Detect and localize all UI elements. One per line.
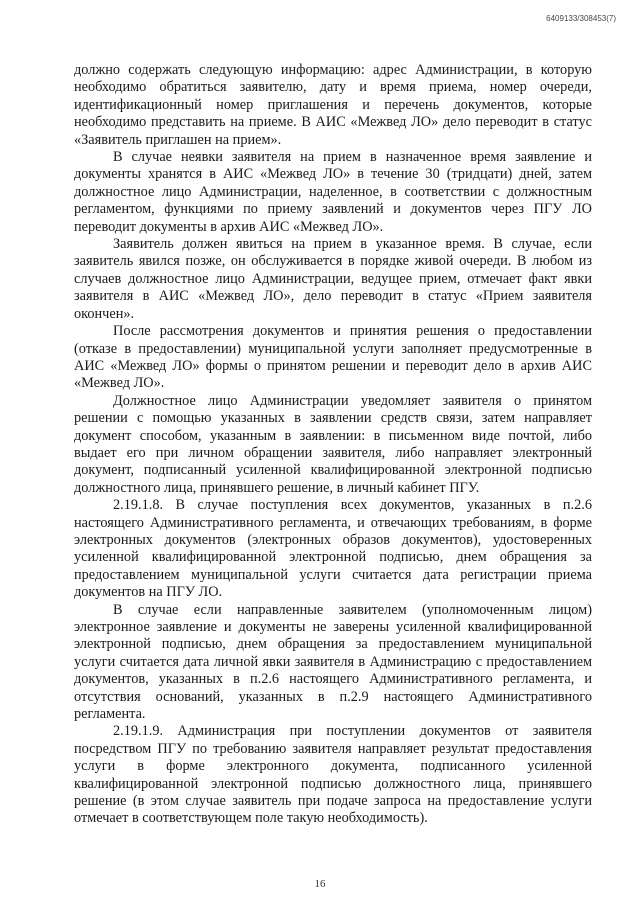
paragraph: В случае если направленные заявителем (уполномоченным лицом) электронное заявление и документы не заверены усиленной квалифицированной электронной подписью, днем обращения за предоставлением муниципальной услуги считается дата личной явки заявителя в Администрацию с предоставлением документов, указанных в п.2.6 настоящего Административного регламента, и отсутствия оснований, указанных в п.2.9 настоящего Административного регламента. — [74, 601, 592, 723]
document-code: 6409133/308453(7) — [546, 14, 616, 23]
paragraph: Заявитель должен явиться на прием в указанное время. В случае, если заявитель явился позже, он обслуживается в порядке живой очереди. В любом из случаев должностное лицо Администрации, ведущее прием, отмечает факт явки заявителя в АИС «Межвед ЛО», дело переводит в статус «Прием заявителя окончен». — [74, 236, 592, 322]
paragraph: Должностное лицо Администрации уведомляет заявителя о принятом решении с помощью указанных в заявлении средств связи, затем направляет документ способом, указанным в заявлении: в письменном виде почтой, либо выдает его при личном обращении заявителя, либо направляет электронный документ, подписанный усиленной квалифицированной электронной подписью должностного лица, принявшего решение, в личный кабинет ПГУ. — [74, 392, 592, 496]
paragraph: должно содержать следующую информацию: адрес Администрации, в которую необходимо обратиться заявителю, дату и время приема, номер очереди, идентификационный номер приглашения и перечень документов, которые необходимо представить на приеме. В АИС «Межвед ЛО» дело переводит в статус «Заявитель приглашен на прием». — [74, 62, 592, 148]
paragraph: 2.19.1.8. В случае поступления всех документов, указанных в п.2.6 настоящего Административного регламента, и отвечающих требованиям, в форме электронных документов (электронных образов документов), удостоверенных усиленной квалифицированной электронной подписью, днем обращения за предоставлением муниципальной услуги считается дата регистрации приема документов на ПГУ ЛО. — [74, 497, 592, 601]
paragraph: В случае неявки заявителя на прием в назначенное время заявление и документы хранятся в АИС «Межвед ЛО» в течение 30 (тридцати) дней, затем должностное лицо Администрации, наделенное, в соответствии с должностным регламентом, функциями по приему заявлений и документов через ПГУ ЛО переводит документы в архив АИС «Межвед ЛО». — [74, 149, 592, 235]
page-number: 16 — [314, 878, 326, 890]
document-body — [74, 62, 592, 828]
paragraph: 2.19.1.9. Администрация при поступлении документов от заявителя посредством ПГУ по требованию заявителя направляет результат предоставления услуги в форме электронного документа, подписанного усиленной квалифицированной электронной подписью должностного лица, принявшего решение (в этом случае заявитель при подаче запроса на предоставление услуги отмечает в соответствующем поле такую необходимость). — [74, 723, 592, 827]
paragraph: После рассмотрения документов и принятия решения о предоставлении (отказе в предоставлении) муниципальной услуги заполняет предусмотренные в АИС «Межвед ЛО» формы о принятом решении и переводит дело в архив АИС «Межвед ЛО». — [74, 323, 592, 392]
